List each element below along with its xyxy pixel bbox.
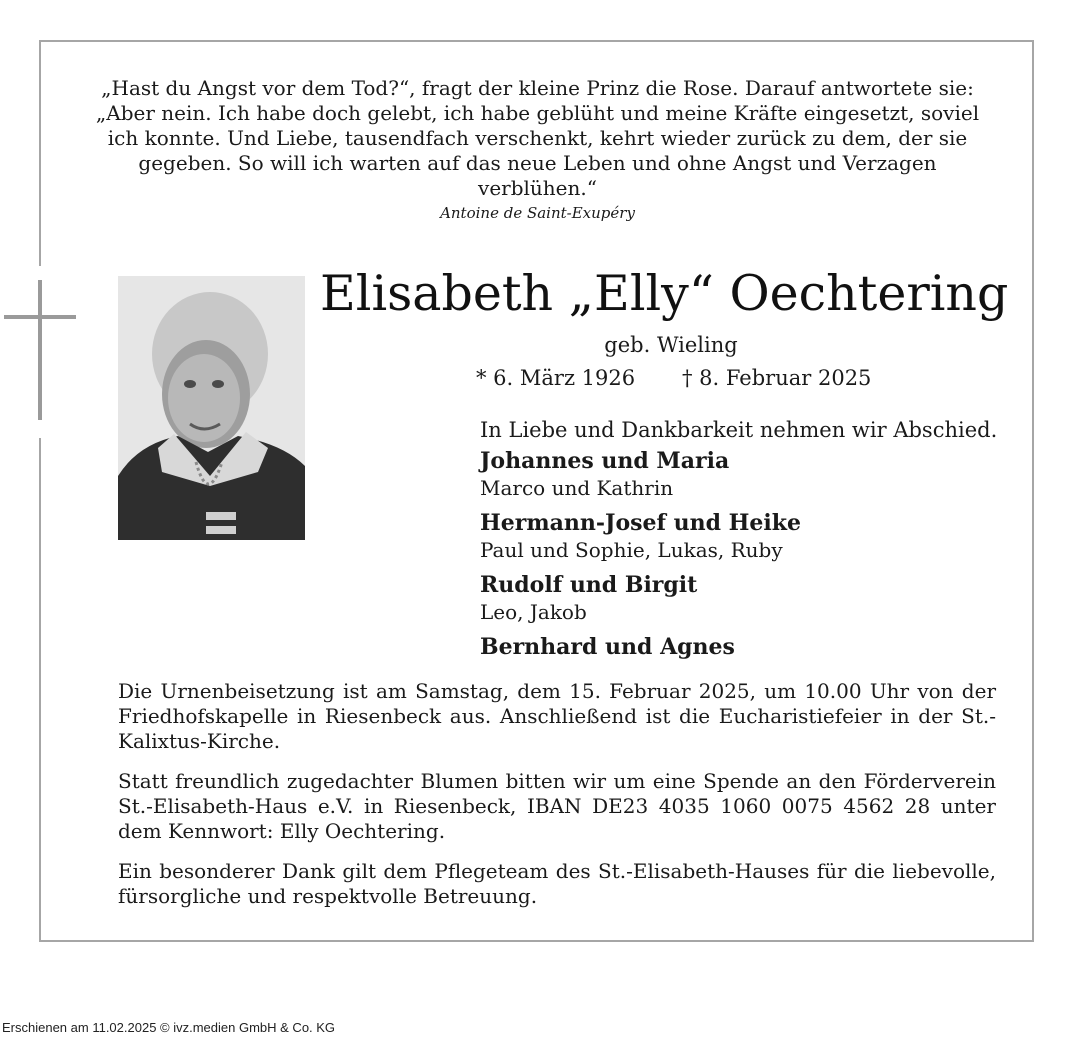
maiden-name: geb. Wieling (604, 333, 738, 357)
family-couple: Bernhard und Agnes (480, 634, 735, 660)
family-entry (480, 446, 1010, 500)
family-entry (480, 632, 1010, 662)
cross-icon (38, 280, 42, 420)
mourners-list (480, 416, 1010, 662)
mourners-intro: In Liebe und Dankbarkeit nehmen wir Abschied. (480, 418, 998, 442)
family-children: Leo, Jakob (480, 600, 587, 624)
cross-icon-bar (4, 315, 76, 319)
deceased-name: Elisabeth „Elly“ Oechtering (320, 265, 1009, 322)
family-couple: Johannes und Maria (480, 448, 730, 474)
funeral-info: Die Urnenbeisetzung ist am Samstag, dem 15. Februar 2025, um 10.00 Uhr von der Friedhofskapelle in Riesenbeck aus. Anschließend ist die Eucharistiefeier in der St.-Kalixtus-Kirche. (118, 679, 996, 753)
quote-text: „Hast du Angst vor dem Tod?“, fragt der kleine Prinz die Rose. Darauf antwortete sie: „Aber nein. Ich habe doch gelebt, ich habe geblüht und meine Kräfte eingesetzt, soviel ich konnte. Und Liebe, tausendfach verschenkt, kehrt wieder zurück zu dem, der sie gegeben. So will ich warten auf das neue Leben und ohne Angst und Verzagen verblühen.“ (95, 76, 980, 200)
family-entry (480, 508, 1010, 562)
portrait-photo (118, 276, 305, 540)
family-couple: Rudolf und Birgit (480, 572, 698, 598)
publication-footer: Erschienen am 11.02.2025 © ivz.medien GmbH & Co. KG (2, 1020, 336, 1035)
family-entry (480, 570, 1010, 624)
thanks-note: Ein besonderer Dank gilt dem Pflegeteam des St.-Elisabeth-Hauses für die liebevolle, fürsorgliche und respektvolle Betreuung. (118, 859, 996, 908)
family-couple: Hermann-Josef und Heike (480, 510, 802, 536)
birth-date: * 6. März 1926 (476, 366, 636, 390)
donation-info: Statt freundlich zugedachter Blumen bitten wir um eine Spende an den Förderverein St.-Elisabeth-Haus e.V. in Riesenbeck, IBAN DE23 4035 1060 0075 4562 28 unter dem Kennwort: Elly Oechtering. (118, 769, 996, 843)
family-children: Paul und Sophie, Lukas, Ruby (480, 538, 783, 562)
quote-author: Antoine de Saint-Exupéry (440, 204, 635, 222)
death-date: † 8. Februar 2025 (682, 366, 872, 390)
family-children: Marco und Kathrin (480, 476, 674, 500)
